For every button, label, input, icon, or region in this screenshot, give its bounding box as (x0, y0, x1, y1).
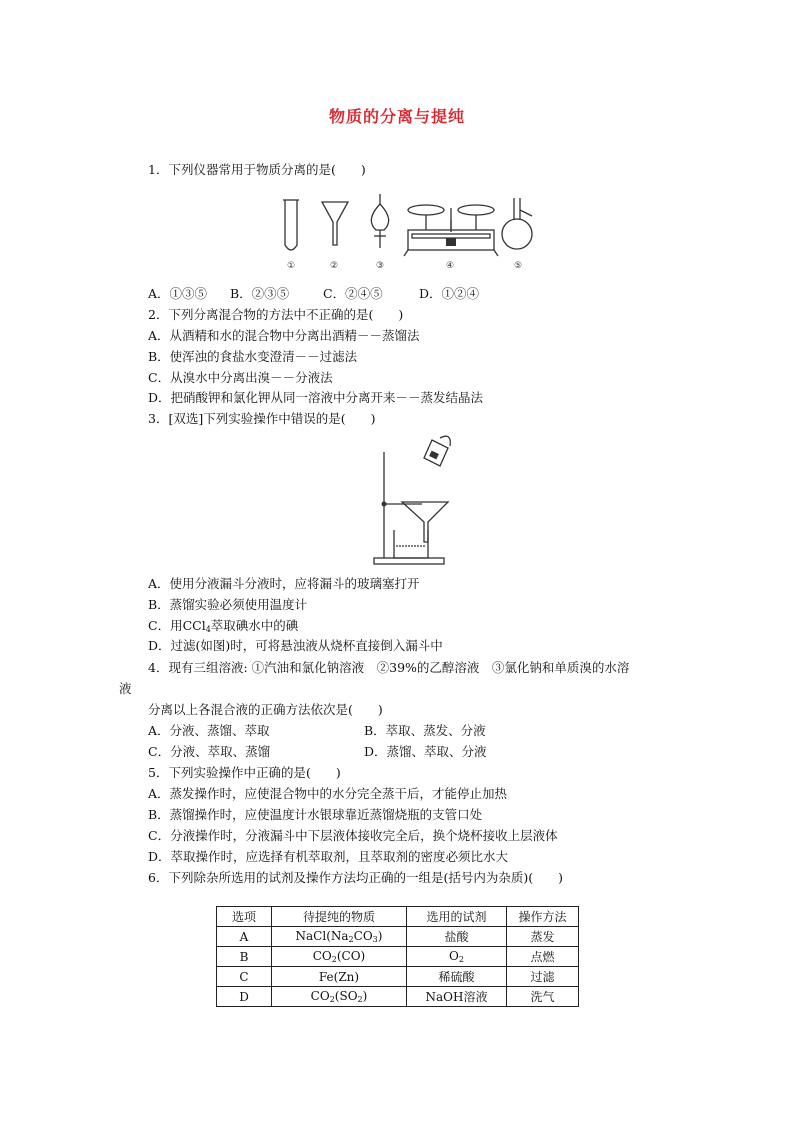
header-reagent: 选用的试剂 (407, 907, 507, 927)
q1-option-c: C．②④⑤ (323, 286, 383, 301)
q3-option-d: D．过滤(如图)时，可将悬浊液从烧杯直接倒入漏斗中 (148, 638, 443, 653)
table-row (217, 987, 579, 1007)
q4-option-d: D．蒸馏、萃取、分液 (364, 744, 487, 759)
row-option: A (217, 927, 272, 947)
funnel-icon (322, 202, 348, 245)
row-option: D (217, 987, 272, 1007)
row-reagent: $O_2$ (407, 947, 507, 967)
q2-option-c: C．从溴水中分离出溴－－分液法 (148, 370, 333, 385)
q4-stem-wrap: 液 (119, 681, 132, 696)
header-substance: 待提纯的物质 (272, 907, 407, 927)
row-substance: $CO_2(CO)$ (272, 947, 407, 967)
q1-stem: 1．下列仪器常用于物质分离的是( ) (148, 162, 366, 177)
row-reagent: NaOH溶液 (407, 987, 507, 1007)
label-1: ① (287, 261, 296, 271)
header-option: 选项 (217, 907, 272, 927)
balance-icon (404, 205, 498, 256)
q5-option-c: C．分液操作时，分液漏斗中下层液体接收完全后，换个烧杯接收上层液体 (148, 828, 558, 843)
q2-option-b: B．使浑浊的食盐水变澄清－－过滤法 (148, 349, 358, 364)
table-row (217, 947, 579, 967)
label-2: ② (330, 261, 339, 271)
q3-stem: 3．[双选]下列实验操作中错误的是( ) (148, 411, 376, 426)
row-method: 点燃 (507, 947, 579, 967)
q6-table (216, 906, 579, 1007)
q1-apparatus-figure (270, 190, 560, 275)
row-reagent: 稀硫酸 (407, 967, 507, 987)
label-4: ④ (446, 261, 455, 271)
q1-option-d: D．①②④ (419, 286, 480, 301)
q1-option-a: A．①③⑤ (148, 286, 208, 301)
flask-icon (502, 198, 532, 249)
separatory-funnel-icon (371, 194, 388, 248)
row-substance: $NaCl(Na_2CO_3)$ (272, 927, 407, 947)
table-row (217, 927, 579, 947)
row-reagent: 盐酸 (407, 927, 507, 947)
q5-option-a: A．蒸发操作时，应使混合物中的水分完全蒸干后，才能停止加热 (148, 786, 508, 801)
row-substance: $CO_2(SO_2)$ (272, 987, 407, 1007)
q3-option-a: A．使用分液漏斗分液时，应将漏斗的玻璃塞打开 (148, 576, 420, 591)
q4-stem-line2: 分离以上各混合液的正确方法依次是( ) (148, 702, 383, 717)
q4-stem-line1: 4．现有三组溶液: ①汽油和氯化钠溶液 ②39%的乙醇溶液 ③氯化钠和单质溴的水溶 (148, 660, 630, 675)
label-3: ③ (376, 261, 385, 271)
q2-stem: 2．下列分离混合物的方法中不正确的是( ) (148, 307, 404, 322)
q3-option-c: C．用CCl$_4$萃取碘水中的碘 (148, 618, 299, 634)
q4-option-c: C．分液、萃取、蒸馏 (148, 744, 271, 759)
table-header-row (217, 907, 579, 927)
row-option: C (217, 967, 272, 987)
q2-option-a: A．从酒精和水的混合物中分离出酒精－－蒸馏法 (148, 328, 420, 343)
q4-option-a: A．分液、蒸馏、萃取 (148, 723, 270, 738)
q2-option-d: D．把硝酸钾和氯化钾从同一溶液中分离开来－－蒸发结晶法 (148, 390, 484, 405)
q5-option-b: B．蒸馏操作时，应使温度计水银球靠近蒸馏烧瓶的支管口处 (148, 807, 483, 822)
q6-stem: 6．下列除杂所选用的试剂及操作方法均正确的一组是(括号内为杂质)( ) (148, 870, 563, 885)
row-method: 洗气 (507, 987, 579, 1007)
label-5: ⑤ (514, 261, 523, 271)
q5-stem: 5．下列实验操作中正确的是( ) (148, 765, 341, 780)
row-substance: Fe(Zn) (272, 967, 407, 987)
test-tube-icon (283, 200, 299, 250)
q1-option-b: B．②③⑤ (230, 286, 290, 301)
q5-option-d: D．萃取操作时，应选择有机萃取剂，且萃取剂的密度必须比水大 (148, 849, 509, 864)
row-method: 过滤 (507, 967, 579, 987)
q4-option-b: B．萃取、蒸发、分液 (364, 723, 486, 738)
table-row (217, 967, 579, 987)
q3-option-b: B．蒸馏实验必须使用温度计 (148, 597, 308, 612)
filtration-figure (370, 434, 460, 568)
page-title: 物质的分离与提纯 (328, 107, 465, 126)
row-method: 蒸发 (507, 927, 579, 947)
row-option: B (217, 947, 272, 967)
header-method: 操作方法 (507, 907, 579, 927)
